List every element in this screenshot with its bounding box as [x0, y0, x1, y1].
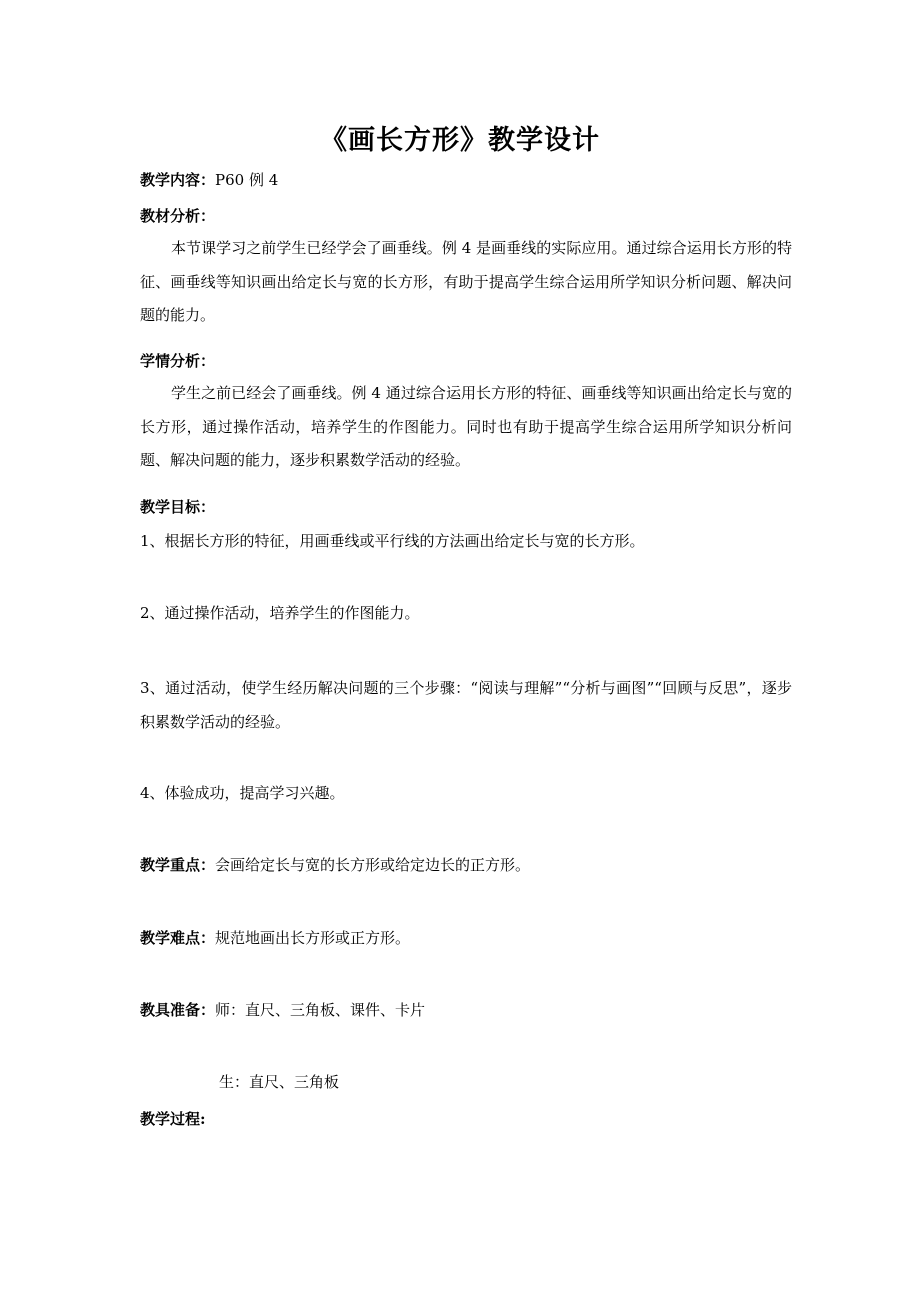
student-analysis-label: 学情分析： — [140, 352, 216, 370]
goal-item: 3、通过活动，使学生经历解决问题的三个步骤：“阅读与理解”“分析与画图”“回顾与反思”，逐步积累数学活动的经验。 — [140, 679, 792, 731]
student-analysis-text: 学生之前已经会了画垂线。例 4 通过综合运用长方形的特征、画垂线等知识画出给定长与宽的长方形，通过操作活动，培养学生的作图能力。同时也有助于提高学生综合运用所学知识分析问题、解决问题的能力，逐步积累数学活动的经验。 — [140, 384, 792, 469]
key-point-value: 会画给定长与宽的长方形或给定边长的正方形。 — [215, 856, 531, 874]
difficulty-label: 教学难点： — [140, 929, 216, 947]
tools-line — [140, 1000, 800, 1020]
goal-item: 4、体验成功，提高学习兴趣。 — [140, 784, 345, 802]
difficulty-line — [140, 928, 800, 948]
goal-item: 1、根据长方形的特征，用画垂线或平行线的方法画出给定长与宽的长方形。 — [140, 532, 645, 550]
textbook-analysis-label: 教材分析： — [140, 207, 216, 225]
goal-item: 2、通过操作活动，培养学生的作图能力。 — [140, 604, 420, 622]
goals-label: 教学目标： — [140, 498, 216, 516]
content-value: P60 例 4 — [215, 171, 279, 189]
content-label: 教学内容： — [140, 171, 216, 189]
document-title: 《画长方形》教学设计 — [320, 125, 600, 156]
tools-teacher: 师：直尺、三角板、课件、卡片 — [215, 1001, 426, 1019]
tools-student: 生：直尺、三角板 — [219, 1073, 340, 1091]
key-point-line — [140, 855, 800, 875]
content-line — [140, 170, 800, 190]
textbook-analysis-text: 本节课学习之前学生已经学会了画垂线。例 4 是画垂线的实际应用。通过综合运用长方形的特征、画垂线等知识画出给定长与宽的长方形，有助于提高学生综合运用所学知识分析问题、解决问题的能力。 — [140, 239, 792, 324]
key-point-label: 教学重点： — [140, 856, 216, 874]
difficulty-value: 规范地画出长方形或正方形。 — [215, 929, 411, 947]
tools-label: 教具准备： — [140, 1001, 216, 1019]
process-label: 教学过程: — [140, 1110, 206, 1128]
